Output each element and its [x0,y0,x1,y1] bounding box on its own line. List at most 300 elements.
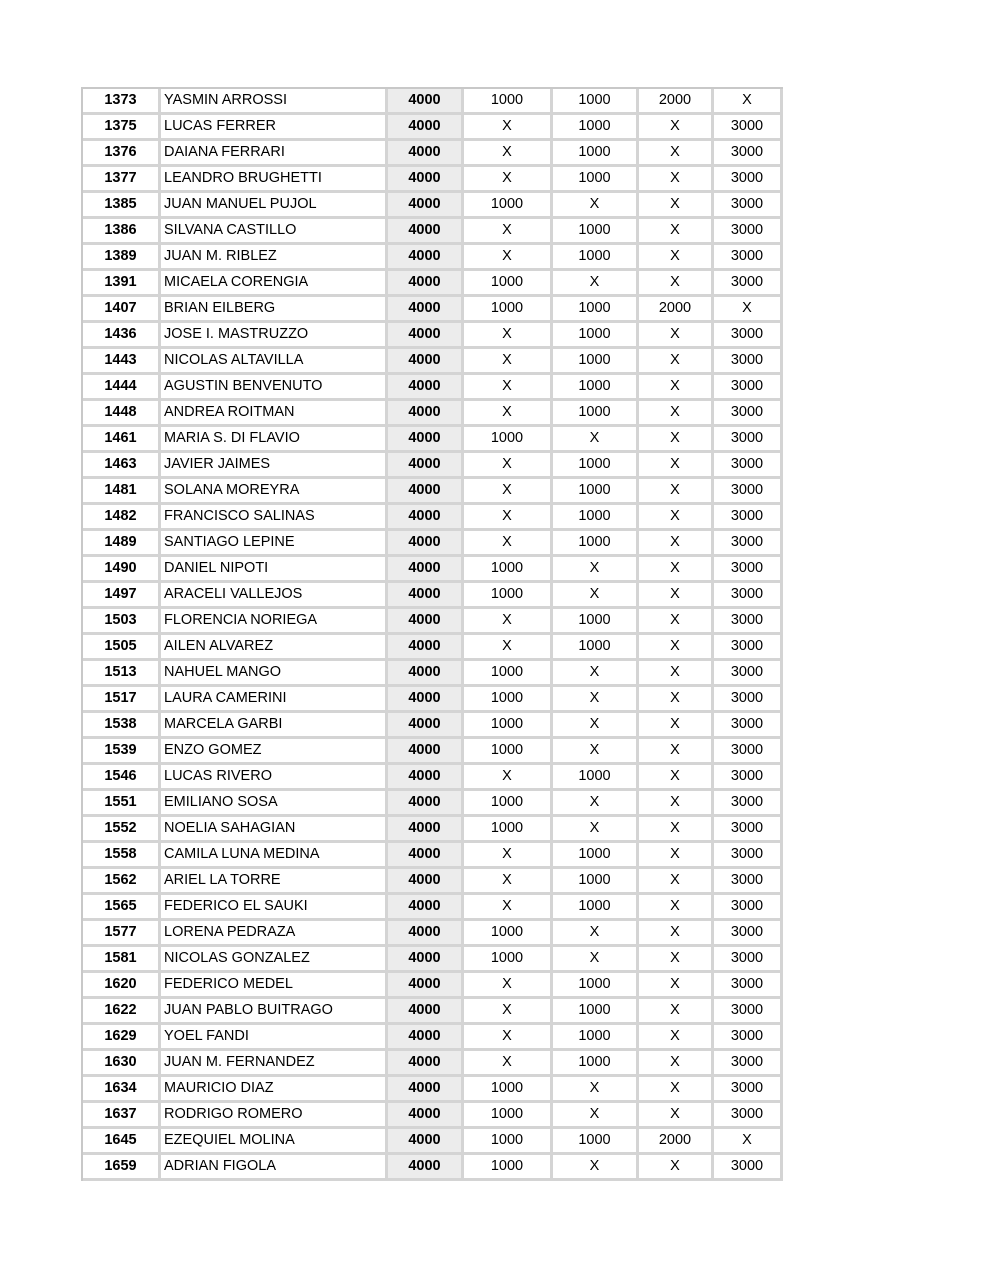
table-body [83,89,783,1181]
name-cell: JUAN M. FERNANDEZ [161,1051,388,1077]
col-b-cell: 1000 [553,219,639,245]
col-c-cell: 2000 [639,297,714,323]
col-b-cell: X [553,271,639,297]
table-row [83,297,783,323]
name-cell: SANTIAGO LEPINE [161,531,388,557]
total-cell: 4000 [388,1155,464,1181]
total-cell: 4000 [388,739,464,765]
col-c-cell: X [639,1025,714,1051]
col-a-cell: X [464,401,553,427]
col-c-cell: X [639,817,714,843]
id-cell: 1620 [83,973,161,999]
name-cell: NAHUEL MANGO [161,661,388,687]
table-row [83,973,783,999]
col-c-cell: X [639,1051,714,1077]
col-d-cell: 3000 [714,323,783,349]
col-b-cell: 1000 [553,869,639,895]
col-a-cell: 1000 [464,89,553,115]
col-b-cell: 1000 [553,1129,639,1155]
table-row [83,141,783,167]
table-row [83,531,783,557]
id-cell: 1375 [83,115,161,141]
col-b-cell: X [553,1103,639,1129]
name-cell: LORENA PEDRAZA [161,921,388,947]
col-d-cell: 3000 [714,505,783,531]
total-cell: 4000 [388,947,464,973]
col-c-cell: X [639,219,714,245]
table-row [83,193,783,219]
name-cell: DAIANA FERRARI [161,141,388,167]
id-cell: 1463 [83,453,161,479]
col-d-cell: 3000 [714,1103,783,1129]
id-cell: 1461 [83,427,161,453]
total-cell: 4000 [388,1025,464,1051]
id-cell: 1373 [83,89,161,115]
col-b-cell: 1000 [553,531,639,557]
id-cell: 1385 [83,193,161,219]
total-cell: 4000 [388,297,464,323]
col-d-cell: 3000 [714,401,783,427]
col-d-cell: 3000 [714,531,783,557]
total-cell: 4000 [388,1103,464,1129]
table-row [83,869,783,895]
col-a-cell: X [464,895,553,921]
col-b-cell: X [553,1155,639,1181]
col-a-cell: X [464,141,553,167]
id-cell: 1562 [83,869,161,895]
total-cell: 4000 [388,427,464,453]
name-cell: MARCELA GARBI [161,713,388,739]
table-row [83,583,783,609]
table-row [83,1077,783,1103]
col-d-cell: 3000 [714,271,783,297]
col-b-cell: X [553,739,639,765]
name-cell: LUCAS FERRER [161,115,388,141]
total-cell: 4000 [388,115,464,141]
name-cell: ANDREA ROITMAN [161,401,388,427]
col-a-cell: 1000 [464,713,553,739]
col-a-cell: 1000 [464,583,553,609]
col-d-cell: 3000 [714,765,783,791]
col-b-cell: 1000 [553,635,639,661]
id-cell: 1448 [83,401,161,427]
name-cell: MAURICIO DIAZ [161,1077,388,1103]
col-b-cell: 1000 [553,609,639,635]
col-d-cell: 3000 [714,141,783,167]
col-c-cell: X [639,687,714,713]
table-row [83,505,783,531]
table-row [83,1129,783,1155]
col-c-cell: X [639,531,714,557]
table-row [83,1155,783,1181]
total-cell: 4000 [388,843,464,869]
table-row [83,557,783,583]
name-cell: LUCAS RIVERO [161,765,388,791]
name-cell: YOEL FANDI [161,1025,388,1051]
col-c-cell: X [639,1103,714,1129]
col-c-cell: X [639,947,714,973]
col-b-cell: 1000 [553,765,639,791]
col-b-cell: X [553,1077,639,1103]
total-cell: 4000 [388,479,464,505]
col-d-cell: 3000 [714,999,783,1025]
col-b-cell: X [553,791,639,817]
col-d-cell: 3000 [714,479,783,505]
col-c-cell: X [639,479,714,505]
col-b-cell: 1000 [553,479,639,505]
col-b-cell: 1000 [553,323,639,349]
col-c-cell: X [639,583,714,609]
col-d-cell: 3000 [714,167,783,193]
col-a-cell: X [464,167,553,193]
col-c-cell: 2000 [639,1129,714,1155]
col-a-cell: X [464,349,553,375]
id-cell: 1517 [83,687,161,713]
col-d-cell: 3000 [714,609,783,635]
col-d-cell: 3000 [714,661,783,687]
name-cell: MARIA S. DI FLAVIO [161,427,388,453]
total-cell: 4000 [388,687,464,713]
col-d-cell: 3000 [714,687,783,713]
id-cell: 1489 [83,531,161,557]
table-row [83,999,783,1025]
total-cell: 4000 [388,999,464,1025]
total-cell: 4000 [388,817,464,843]
col-b-cell: 1000 [553,167,639,193]
total-cell: 4000 [388,323,464,349]
total-cell: 4000 [388,245,464,271]
col-d-cell: 3000 [714,817,783,843]
name-cell: FEDERICO MEDEL [161,973,388,999]
name-cell: FEDERICO EL SAUKI [161,895,388,921]
name-cell: SOLANA MOREYRA [161,479,388,505]
total-cell: 4000 [388,531,464,557]
total-cell: 4000 [388,1051,464,1077]
total-cell: 4000 [388,349,464,375]
col-b-cell: 1000 [553,453,639,479]
id-cell: 1497 [83,583,161,609]
col-a-cell: 1000 [464,1155,553,1181]
col-b-cell: 1000 [553,89,639,115]
col-a-cell: 1000 [464,271,553,297]
col-c-cell: X [639,791,714,817]
table-row [83,895,783,921]
col-c-cell: X [639,115,714,141]
col-d-cell: X [714,1129,783,1155]
id-cell: 1407 [83,297,161,323]
total-cell: 4000 [388,219,464,245]
col-c-cell: X [639,375,714,401]
id-cell: 1645 [83,1129,161,1155]
id-cell: 1551 [83,791,161,817]
col-a-cell: 1000 [464,1129,553,1155]
col-d-cell: 3000 [714,843,783,869]
table-row [83,817,783,843]
col-a-cell: 1000 [464,661,553,687]
col-a-cell: 1000 [464,687,553,713]
id-cell: 1622 [83,999,161,1025]
col-d-cell: 3000 [714,557,783,583]
total-cell: 4000 [388,505,464,531]
total-cell: 4000 [388,375,464,401]
col-d-cell: 3000 [714,115,783,141]
id-cell: 1558 [83,843,161,869]
name-cell: RODRIGO ROMERO [161,1103,388,1129]
name-cell: DANIEL NIPOTI [161,557,388,583]
table-row [83,1103,783,1129]
total-cell: 4000 [388,557,464,583]
total-cell: 4000 [388,973,464,999]
id-cell: 1505 [83,635,161,661]
total-cell: 4000 [388,713,464,739]
col-b-cell: 1000 [553,401,639,427]
id-cell: 1436 [83,323,161,349]
col-c-cell: X [639,193,714,219]
total-cell: 4000 [388,765,464,791]
table-row [83,245,783,271]
col-a-cell: 1000 [464,947,553,973]
col-a-cell: 1000 [464,297,553,323]
id-cell: 1637 [83,1103,161,1129]
col-d-cell: 3000 [714,349,783,375]
col-d-cell: X [714,297,783,323]
col-b-cell: 1000 [553,1051,639,1077]
total-cell: 4000 [388,401,464,427]
table-row [83,349,783,375]
col-d-cell: 3000 [714,1051,783,1077]
col-b-cell: X [553,557,639,583]
id-cell: 1389 [83,245,161,271]
name-cell: ARIEL LA TORRE [161,869,388,895]
col-c-cell: X [639,921,714,947]
table-row [83,765,783,791]
col-d-cell: 3000 [714,635,783,661]
col-a-cell: X [464,115,553,141]
col-b-cell: X [553,921,639,947]
id-cell: 1503 [83,609,161,635]
col-c-cell: X [639,557,714,583]
col-d-cell: 3000 [714,193,783,219]
col-c-cell: X [639,609,714,635]
total-cell: 4000 [388,141,464,167]
col-c-cell: X [639,635,714,661]
col-d-cell: X [714,89,783,115]
col-d-cell: 3000 [714,921,783,947]
col-b-cell: 1000 [553,349,639,375]
name-cell: LAURA CAMERINI [161,687,388,713]
col-b-cell: X [553,817,639,843]
col-d-cell: 3000 [714,713,783,739]
name-cell: AGUSTIN BENVENUTO [161,375,388,401]
total-cell: 4000 [388,869,464,895]
table-row [83,89,783,115]
table-row [83,1025,783,1051]
total-cell: 4000 [388,1129,464,1155]
total-cell: 4000 [388,167,464,193]
col-a-cell: X [464,869,553,895]
id-cell: 1538 [83,713,161,739]
col-d-cell: 3000 [714,1155,783,1181]
total-cell: 4000 [388,921,464,947]
col-c-cell: X [639,843,714,869]
name-cell: LEANDRO BRUGHETTI [161,167,388,193]
name-cell: AILEN ALVAREZ [161,635,388,661]
table-row [83,375,783,401]
id-cell: 1577 [83,921,161,947]
col-c-cell: X [639,713,714,739]
name-cell: JOSE I. MASTRUZZO [161,323,388,349]
id-cell: 1376 [83,141,161,167]
col-b-cell: 1000 [553,973,639,999]
total-cell: 4000 [388,791,464,817]
table-row [83,843,783,869]
col-d-cell: 3000 [714,375,783,401]
id-cell: 1539 [83,739,161,765]
name-cell: EMILIANO SOSA [161,791,388,817]
col-c-cell: X [639,973,714,999]
table-row [83,167,783,193]
col-b-cell: X [553,193,639,219]
total-cell: 4000 [388,89,464,115]
col-b-cell: X [553,661,639,687]
name-cell: YASMIN ARROSSI [161,89,388,115]
name-cell: JUAN M. RIBLEZ [161,245,388,271]
table-row [83,401,783,427]
col-b-cell: X [553,687,639,713]
col-a-cell: X [464,375,553,401]
id-cell: 1444 [83,375,161,401]
table-row [83,115,783,141]
id-cell: 1377 [83,167,161,193]
table-row [83,635,783,661]
total-cell: 4000 [388,193,464,219]
col-d-cell: 3000 [714,453,783,479]
table-row [83,661,783,687]
name-cell: SILVANA CASTILLO [161,219,388,245]
col-c-cell: X [639,1077,714,1103]
col-d-cell: 3000 [714,583,783,609]
table-row [83,323,783,349]
col-c-cell: X [639,895,714,921]
col-a-cell: X [464,219,553,245]
col-c-cell: X [639,245,714,271]
total-cell: 4000 [388,635,464,661]
col-a-cell: X [464,323,553,349]
col-a-cell: X [464,609,553,635]
total-cell: 4000 [388,609,464,635]
id-cell: 1482 [83,505,161,531]
col-a-cell: 1000 [464,1103,553,1129]
col-a-cell: 1000 [464,557,553,583]
id-cell: 1565 [83,895,161,921]
col-d-cell: 3000 [714,947,783,973]
total-cell: 4000 [388,661,464,687]
col-d-cell: 3000 [714,739,783,765]
col-d-cell: 3000 [714,1025,783,1051]
col-a-cell: X [464,245,553,271]
col-b-cell: 1000 [553,375,639,401]
col-c-cell: X [639,401,714,427]
name-cell: EZEQUIEL MOLINA [161,1129,388,1155]
col-a-cell: X [464,453,553,479]
col-a-cell: X [464,479,553,505]
col-b-cell: 1000 [553,141,639,167]
col-b-cell: 1000 [553,895,639,921]
total-cell: 4000 [388,271,464,297]
name-cell: ADRIAN FIGOLA [161,1155,388,1181]
name-cell: CAMILA LUNA MEDINA [161,843,388,869]
name-cell: NICOLAS ALTAVILLA [161,349,388,375]
name-cell: BRIAN EILBERG [161,297,388,323]
name-cell: ARACELI VALLEJOS [161,583,388,609]
col-a-cell: X [464,973,553,999]
col-c-cell: X [639,271,714,297]
col-c-cell: X [639,453,714,479]
col-a-cell: X [464,1051,553,1077]
table-row [83,219,783,245]
table-row [83,947,783,973]
id-cell: 1546 [83,765,161,791]
col-a-cell: 1000 [464,1077,553,1103]
table-row [83,791,783,817]
col-a-cell: X [464,635,553,661]
col-c-cell: X [639,323,714,349]
table-row [83,271,783,297]
col-a-cell: 1000 [464,193,553,219]
col-c-cell: X [639,869,714,895]
name-cell: JAVIER JAIMES [161,453,388,479]
table-row [83,921,783,947]
col-b-cell: X [553,713,639,739]
col-c-cell: X [639,999,714,1025]
id-cell: 1481 [83,479,161,505]
id-cell: 1634 [83,1077,161,1103]
col-c-cell: 2000 [639,89,714,115]
table-row [83,427,783,453]
col-d-cell: 3000 [714,895,783,921]
id-cell: 1513 [83,661,161,687]
col-a-cell: X [464,505,553,531]
col-a-cell: X [464,765,553,791]
table-row [83,687,783,713]
col-b-cell: 1000 [553,999,639,1025]
name-cell: FLORENCIA NORIEGA [161,609,388,635]
table-row [83,1051,783,1077]
id-cell: 1443 [83,349,161,375]
col-c-cell: X [639,1155,714,1181]
id-cell: 1391 [83,271,161,297]
col-a-cell: X [464,1025,553,1051]
id-cell: 1659 [83,1155,161,1181]
col-b-cell: 1000 [553,245,639,271]
name-cell: NICOLAS GONZALEZ [161,947,388,973]
col-a-cell: X [464,843,553,869]
col-b-cell: 1000 [553,505,639,531]
col-b-cell: X [553,947,639,973]
name-cell: ENZO GOMEZ [161,739,388,765]
id-cell: 1629 [83,1025,161,1051]
col-d-cell: 3000 [714,219,783,245]
col-d-cell: 3000 [714,1077,783,1103]
name-cell: MICAELA CORENGIA [161,271,388,297]
total-cell: 4000 [388,583,464,609]
table-row [83,609,783,635]
total-cell: 4000 [388,453,464,479]
col-a-cell: 1000 [464,739,553,765]
col-c-cell: X [639,661,714,687]
col-b-cell: X [553,427,639,453]
col-b-cell: X [553,583,639,609]
